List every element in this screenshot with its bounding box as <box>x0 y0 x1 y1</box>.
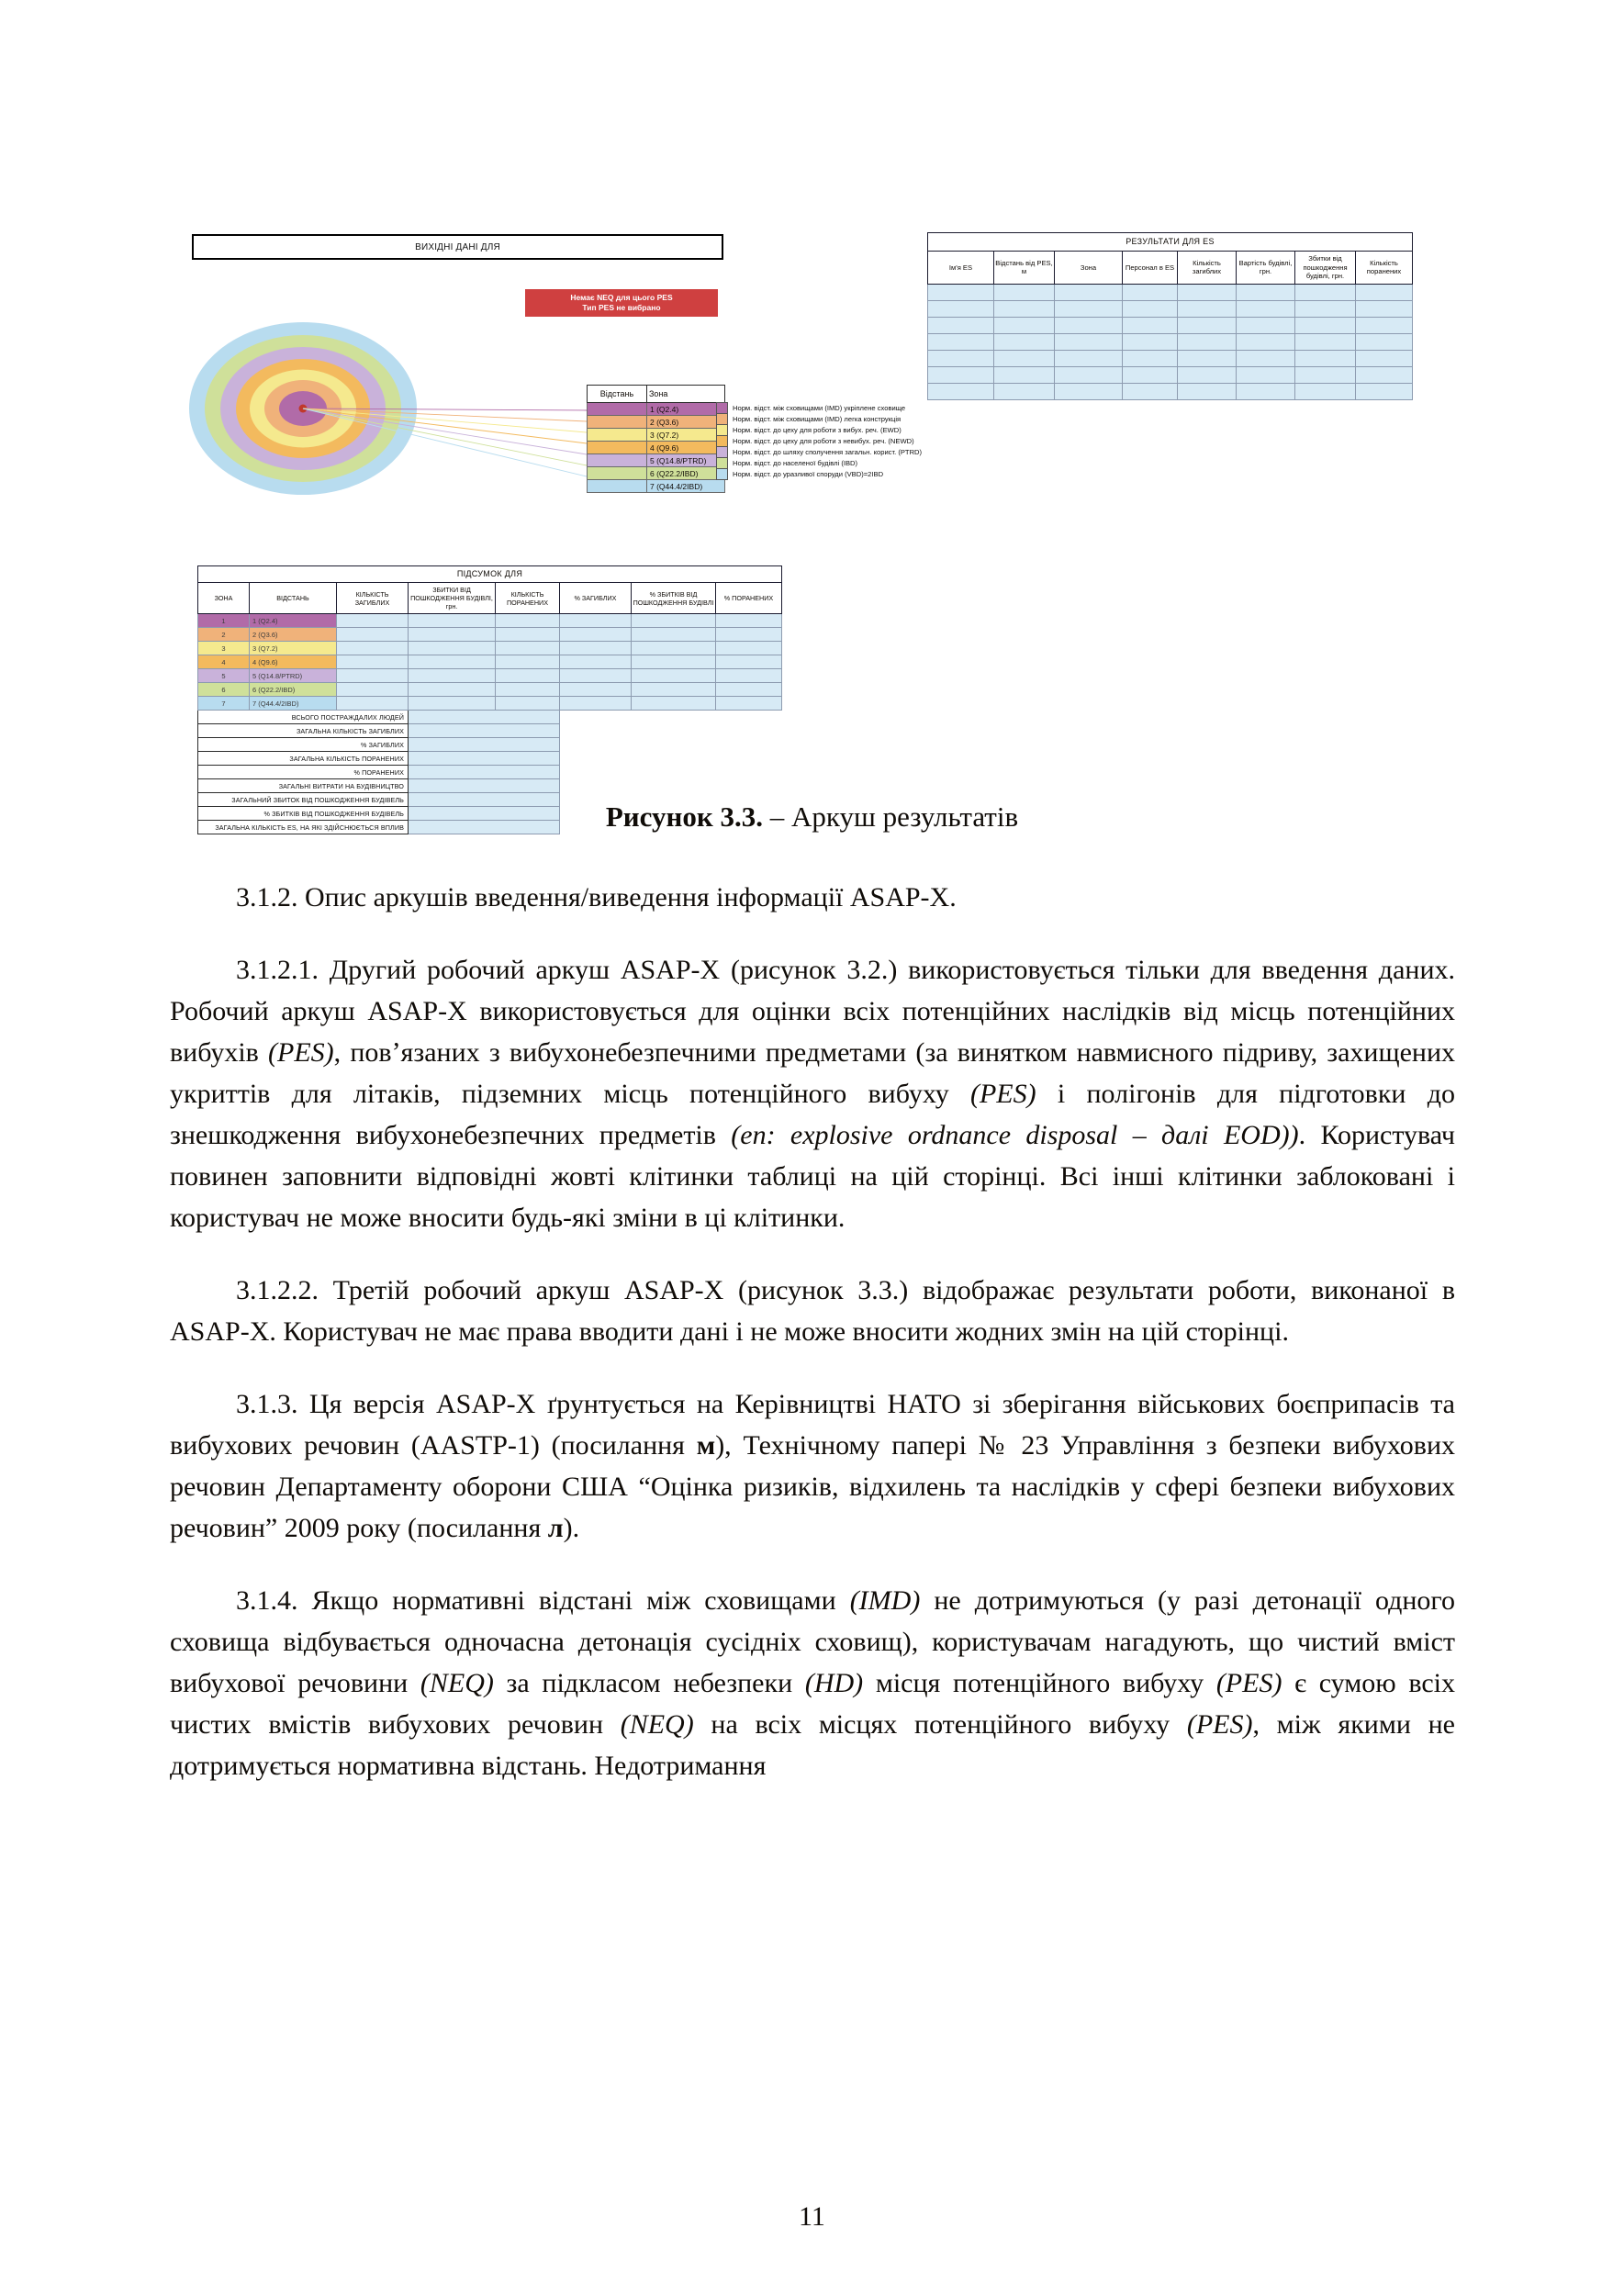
results-table-cell[interactable] <box>1295 333 1356 350</box>
zone-legend-item <box>716 424 922 435</box>
summary-total-label: % ЗАГИБЛИХ <box>198 738 409 752</box>
summary-column-header: КІЛЬКІСТЬ ЗАГИБЛИХ <box>337 583 409 614</box>
summary-column-header: % ПОРАНЕНИХ <box>716 583 782 614</box>
results-table-cell[interactable] <box>1178 383 1237 399</box>
summary-total-spacer <box>560 738 782 752</box>
zone-distance-cell-distance <box>588 442 647 454</box>
p2-seg-d: . Користувач повинен заповнити відповідні жовті клітинки таблиці на цій сторінці. Всі інші клітинки заблоковані і користувач не може вносити будь-які зміни в ці клітинки. <box>170 1120 1456 1233</box>
summary-cell-value <box>716 697 782 711</box>
summary-cell-distance: 3 (Q7.2) <box>250 642 337 655</box>
p5-seg-d: місця потенційного вибуху <box>863 1668 1216 1698</box>
summary-cell-value <box>496 628 560 642</box>
zone-legend-item <box>716 446 922 457</box>
summary-table-row <box>198 628 782 642</box>
figure-caption-number: Рисунок 3.3. <box>605 800 763 833</box>
zone-legend-label: Норм. відст. до цеху для роботи з невибух. реч. (NEWD) <box>733 436 914 445</box>
results-table-cell[interactable] <box>928 350 994 366</box>
summary-cell-zone: 3 <box>198 642 250 655</box>
results-title-row <box>928 233 1413 252</box>
summary-cell-value <box>337 697 409 711</box>
summary-cell-value <box>716 614 782 628</box>
summary-total-label: ЗАГАЛЬНА КІЛЬКІСТЬ ПОРАНЕНИХ <box>198 752 409 766</box>
summary-cell-value <box>560 628 632 642</box>
summary-cell-value <box>409 628 496 642</box>
summary-column-header: ЗБИТКИ ВІД ПОШКОДЖЕННЯ БУДІВЛІ, грн. <box>409 583 496 614</box>
paragraph-3-1-4 <box>170 1580 1455 1786</box>
results-table-cell[interactable] <box>1295 383 1356 399</box>
results-table-cell[interactable] <box>1237 317 1295 333</box>
results-table-cell[interactable] <box>928 300 994 317</box>
results-table-cell[interactable] <box>1295 366 1356 383</box>
results-table-cell[interactable] <box>1123 333 1178 350</box>
zone-legend-swatch <box>716 424 728 436</box>
p5-abbr-imd: (IMD) <box>849 1585 921 1616</box>
results-table-cell[interactable] <box>1123 383 1178 399</box>
p2-abbr-eod: (en: explosive ordnance disposal – далі EOD)) <box>731 1120 1299 1150</box>
summary-table-row <box>198 655 782 669</box>
results-column-header: Кількість поранених <box>1356 252 1413 284</box>
summary-column-header: ЗОНА <box>198 583 250 614</box>
paragraph-3-1-3 <box>170 1383 1455 1549</box>
paragraph-3-1-2-2 <box>170 1270 1455 1352</box>
summary-cell-value <box>337 655 409 669</box>
summary-cell-zone: 7 <box>198 697 250 711</box>
results-column-header: Відстань від PES, м <box>994 252 1055 284</box>
results-table-cell[interactable] <box>994 300 1055 317</box>
summary-cell-value <box>409 642 496 655</box>
p5-abbr-neq-2: (NEQ) <box>620 1709 694 1740</box>
summary-cell-value <box>496 683 560 697</box>
results-table-cell[interactable] <box>1295 284 1356 300</box>
results-table-cell[interactable] <box>1356 350 1413 366</box>
summary-cell-value <box>496 655 560 669</box>
paragraph-3-1-2 <box>170 877 1455 918</box>
zone-distance-cell-zone: 6 (Q22.2/IBD) <box>647 467 725 480</box>
results-column-header: Зона <box>1055 252 1123 284</box>
summary-cell-value <box>496 642 560 655</box>
zone-legend-item <box>716 402 922 413</box>
results-table-cell[interactable] <box>1178 333 1237 350</box>
summary-total-row <box>198 752 782 766</box>
zone-distance-row <box>588 454 725 467</box>
p5-seg-f: на всіх місцях потенційного вибуху <box>693 1709 1187 1740</box>
results-table-cell[interactable] <box>928 284 994 300</box>
results-table-cell[interactable] <box>1356 300 1413 317</box>
summary-total-spacer <box>560 724 782 738</box>
results-column-header: Ім'я ES <box>928 252 994 284</box>
summary-table-title: ПІДСУМОК ДЛЯ <box>198 566 782 583</box>
summary-cell-zone: 6 <box>198 683 250 697</box>
summary-cell-value <box>716 669 782 683</box>
zone-distance-cell-zone: 3 (Q7.2) <box>647 429 725 442</box>
summary-cell-value <box>716 628 782 642</box>
p4-seg-c: ). <box>563 1513 580 1543</box>
zone-distance-row <box>588 403 725 416</box>
results-column-header: Збитки від пошкодження будівлі, грн. <box>1295 252 1356 284</box>
summary-cell-zone: 5 <box>198 669 250 683</box>
summary-cell-value <box>337 628 409 642</box>
summary-column-header: % ЗАГИБЛИХ <box>560 583 632 614</box>
summary-total-value <box>409 779 560 793</box>
summary-total-spacer <box>560 711 782 724</box>
results-table-cell[interactable] <box>1237 350 1295 366</box>
results-table-wrapper <box>927 232 1413 400</box>
results-table-cell[interactable] <box>994 366 1055 383</box>
summary-cell-distance: 6 (Q22.2/IBD) <box>250 683 337 697</box>
p5-abbr-neq-1: (NEQ) <box>420 1668 494 1698</box>
results-table-cell[interactable] <box>1178 300 1237 317</box>
zone-legend-label: Норм. відст. між сховищами (IMD) легка конструкція <box>733 414 902 423</box>
results-table-row[interactable] <box>928 284 1413 300</box>
summary-total-value <box>409 724 560 738</box>
zone-distance-cell-zone: 2 (Q3.6) <box>647 416 725 429</box>
zone-distance-cell-zone: 7 (Q44.4/2IBD) <box>647 480 725 493</box>
summary-total-row <box>198 711 782 724</box>
summary-cell-value <box>632 697 716 711</box>
warning-line-1: Немає NEQ для цього PES <box>570 292 673 302</box>
zone-legend-item <box>716 413 922 424</box>
summary-cell-value <box>716 683 782 697</box>
results-table-cell[interactable] <box>1295 300 1356 317</box>
results-table-cell[interactable] <box>928 317 994 333</box>
summary-cell-zone: 2 <box>198 628 250 642</box>
zone-legend-swatch <box>716 468 728 480</box>
summary-total-row <box>198 766 782 779</box>
summary-cell-value <box>632 683 716 697</box>
summary-cell-zone: 4 <box>198 655 250 669</box>
p5-seg-b: не дотримуються (у разі детонації одного сховища відбувається одночасна детонація сусідніх сховищ), користувачам нагадують, що чистий вміст вибухової речовини <box>170 1585 1455 1698</box>
results-header-row <box>928 252 1413 284</box>
summary-cell-distance: 7 (Q44.4/2IBD) <box>250 697 337 711</box>
summary-cell-value <box>337 669 409 683</box>
summary-total-label: ЗАГАЛЬНА КІЛЬКІСТЬ ES, НА ЯКІ ЗДІЙСНЮЄТЬСЯ ВПЛИВ <box>198 821 409 834</box>
zone-legend <box>716 402 922 480</box>
summary-total-value <box>409 752 560 766</box>
results-table-cell[interactable] <box>1123 300 1178 317</box>
results-table-row[interactable] <box>928 383 1413 399</box>
results-table-cell[interactable] <box>1055 317 1123 333</box>
summary-cell-value <box>337 683 409 697</box>
results-table-cell[interactable] <box>1123 317 1178 333</box>
zone-legend-label: Норм. відст. до шляху сполучення загальн. корист. (PTRD) <box>733 447 923 456</box>
results-table-cell[interactable] <box>1178 350 1237 366</box>
summary-total-row <box>198 724 782 738</box>
results-table-cell[interactable] <box>1055 284 1123 300</box>
summary-total-value <box>409 711 560 724</box>
results-column-header: Вартість будівлі, грн. <box>1237 252 1295 284</box>
summary-table <box>197 565 782 834</box>
figure-caption <box>0 800 1624 834</box>
results-table-row[interactable] <box>928 300 1413 317</box>
p2-abbr-pes-1: (PES) <box>268 1037 334 1068</box>
zone-legend-label: Норм. відст. між сховищами (IMD) укріплене сховище <box>733 403 906 412</box>
summary-total-label: ЗАГАЛЬНА КІЛЬКІСТЬ ЗАГИБЛИХ <box>198 724 409 738</box>
summary-total-spacer <box>560 766 782 779</box>
summary-total-label: % ЗБИТКІВ ВІД ПОШКОДЖЕННЯ БУДІВЕЛЬ <box>198 807 409 821</box>
summary-cell-value <box>496 669 560 683</box>
summary-cell-value <box>632 655 716 669</box>
results-table-cell[interactable] <box>1295 350 1356 366</box>
zone-distance-cell-distance <box>588 429 647 442</box>
summary-column-header: ВІДСТАНЬ <box>250 583 337 614</box>
paragraph-3-1-2-2-text: 3.1.2.2. Третій робочий аркуш ASAP-X (рисунок 3.3.) відображає результати роботи, виконаної в ASAP-X. Користувач не має права вводити дані і не може вносити жодних змін на цій сторінці. <box>170 1275 1455 1347</box>
zone-legend-label: Норм. відст. до цеху для роботи з вибух. реч. (EWD) <box>733 425 902 434</box>
results-table-cell[interactable] <box>1055 350 1123 366</box>
results-table-cell[interactable] <box>1237 366 1295 383</box>
results-table-cell[interactable] <box>928 333 994 350</box>
zone-distance-cell-zone: 4 (Q9.6) <box>647 442 725 454</box>
p5-seg-a: 3.1.4. Якщо нормативні відстані між сховищами <box>236 1585 850 1616</box>
results-table-cell[interactable] <box>1123 350 1178 366</box>
summary-cell-value <box>632 642 716 655</box>
summary-table-row <box>198 697 782 711</box>
summary-cell-value <box>560 642 632 655</box>
zone-distance-header-distance: Відстань <box>588 386 647 403</box>
results-table-cell[interactable] <box>1356 333 1413 350</box>
results-table-cell[interactable] <box>994 350 1055 366</box>
results-table-cell[interactable] <box>1055 383 1123 399</box>
pes-center-marker <box>299 405 308 413</box>
p4-seg-a: 3.1.3. Ця версія ASAP-X ґрунтується на Керівництві НАТО зі зберігання військових боєприпасів та вибухових речовин (AASTP-1) (посилання <box>170 1389 1455 1461</box>
p2-seg-c: і полігонів для підготовки до знешкодження вибухонебезпечних предметів <box>170 1079 1455 1150</box>
results-table-cell[interactable] <box>1237 300 1295 317</box>
zone-distance-cell-distance <box>588 416 647 429</box>
results-table-cell[interactable] <box>1356 284 1413 300</box>
zone-distance-cell-distance <box>588 480 647 493</box>
results-table-cell[interactable] <box>1178 317 1237 333</box>
zone-distance-row <box>588 442 725 454</box>
zone-legend-item <box>716 469 922 480</box>
results-table-cell[interactable] <box>1123 366 1178 383</box>
summary-cell-value <box>632 628 716 642</box>
zone-distance-row <box>588 429 725 442</box>
zone-distance-cell-distance <box>588 467 647 480</box>
summary-table-row <box>198 614 782 628</box>
results-table-cell[interactable] <box>1178 284 1237 300</box>
p5-seg-g: , між якими не дотримується нормативна відстань. Недотримання <box>170 1709 1455 1781</box>
summary-total-row <box>198 779 782 793</box>
summary-header-row <box>198 583 782 614</box>
zone-distance-cell-zone: 5 (Q14.8/PTRD) <box>647 454 725 467</box>
zone-legend-swatch <box>716 446 728 458</box>
results-column-header: Кількість загиблих <box>1178 252 1237 284</box>
summary-total-value <box>409 738 560 752</box>
summary-total-spacer <box>560 752 782 766</box>
p2-abbr-pes-2: (PES) <box>969 1079 1036 1109</box>
summary-cell-zone: 1 <box>198 614 250 628</box>
p4-seg-b: ), Технічному папері № 23 Управління з безпеки вибухових речовин Департаменту оборони США “Оцінка ризиків, відхилень та наслідків у сфері безпеки вибухових речовин” 2009 року (посилання <box>170 1430 1456 1543</box>
results-table-title: РЕЗУЛЬТАТИ ДЛЯ ES <box>928 233 1413 252</box>
warning-line-2: Тип PES не вибрано <box>582 303 661 312</box>
results-table-cell[interactable] <box>928 383 994 399</box>
summary-table-row <box>198 642 782 655</box>
zone-distance-header-zone: Зона <box>647 386 725 403</box>
results-table-cell[interactable] <box>1237 333 1295 350</box>
results-table-cell[interactable] <box>1356 366 1413 383</box>
results-table-row[interactable] <box>928 350 1413 366</box>
summary-total-row <box>198 738 782 752</box>
results-table-cell[interactable] <box>928 366 994 383</box>
summary-total-label: ЗАГАЛЬНИЙ ЗБИТОК ВІД ПОШКОДЖЕННЯ БУДІВЕЛЬ <box>198 793 409 807</box>
zone-legend-swatch <box>716 413 728 425</box>
summary-cell-value <box>560 697 632 711</box>
summary-cell-value <box>560 614 632 628</box>
results-table-cell[interactable] <box>1237 383 1295 399</box>
zone-distance-cell-distance <box>588 403 647 416</box>
summary-cell-distance: 1 (Q2.4) <box>250 614 337 628</box>
results-table-cell[interactable] <box>994 317 1055 333</box>
results-table-row[interactable] <box>928 317 1413 333</box>
summary-cell-distance: 4 (Q9.6) <box>250 655 337 669</box>
zone-legend-swatch <box>716 402 728 414</box>
results-table-cell[interactable] <box>994 284 1055 300</box>
zone-distance-row <box>588 416 725 429</box>
p5-seg-e: є сумою всіх чистих вмістів вибухових речовин <box>170 1668 1455 1740</box>
summary-cell-value <box>409 697 496 711</box>
zone-legend-item <box>716 457 922 468</box>
p5-abbr-pes-1: (PES) <box>1215 1668 1282 1698</box>
summary-total-label: ЗАГАЛЬНІ ВИТРАТИ НА БУДІВНИЦТВО <box>198 779 409 793</box>
results-column-header: Персонал в ES <box>1123 252 1178 284</box>
summary-cell-distance: 5 (Q14.8/PTRD) <box>250 669 337 683</box>
results-table-cell[interactable] <box>994 333 1055 350</box>
p2-seg-b: , повʼязаних з вибухонебезпечними предметами (за винятком навмисного підриву, захищених укриттів для літаків, підземних місць потенційного вибуху <box>170 1037 1456 1109</box>
summary-cell-value <box>496 614 560 628</box>
zone-distance-table <box>587 385 725 493</box>
results-table-cell[interactable] <box>994 383 1055 399</box>
zone-legend-swatch <box>716 435 728 447</box>
results-table-cell[interactable] <box>1055 366 1123 383</box>
zone-distance-cell-distance <box>588 454 647 467</box>
results-table-cell[interactable] <box>1356 383 1413 399</box>
zone-legend-swatch <box>716 457 728 469</box>
summary-column-header: КІЛЬКІСТЬ ПОРАНЕНИХ <box>496 583 560 614</box>
summary-total-value <box>409 766 560 779</box>
paragraph-3-1-2-1 <box>170 949 1455 1238</box>
results-table <box>927 232 1413 400</box>
summary-total-spacer <box>560 779 782 793</box>
p5-abbr-pes-2: (PES) <box>1186 1709 1253 1740</box>
figure-3-3 <box>0 0 1624 832</box>
p5-seg-c: за підкласом небезпеки <box>493 1668 805 1698</box>
source-data-banner <box>192 234 723 260</box>
zone-distance-row <box>588 480 725 493</box>
summary-cell-value <box>409 614 496 628</box>
summary-cell-value <box>716 655 782 669</box>
summary-cell-value <box>632 669 716 683</box>
summary-cell-distance: 2 (Q3.6) <box>250 628 337 642</box>
concentric-zone-diagram <box>188 317 418 500</box>
warning-box <box>525 289 718 317</box>
p5-abbr-hd: (HD) <box>804 1668 864 1698</box>
results-table-cell[interactable] <box>1178 366 1237 383</box>
summary-total-label: ВСЬОГО ПОСТРАЖДАЛИХ ЛЮДЕЙ <box>198 711 409 724</box>
summary-title-row <box>198 566 782 583</box>
p4-ref-m: м <box>696 1430 716 1461</box>
p4-ref-l: л <box>547 1513 564 1543</box>
source-data-banner-label: ВИХІДНІ ДАНІ ДЛЯ <box>415 241 500 252</box>
summary-cell-value <box>716 642 782 655</box>
results-table-cell[interactable] <box>1055 300 1123 317</box>
p2-seg-a: 3.1.2.1. Другий робочий аркуш ASAP-X (рисунок 3.2.) використовується тільки для введення даних. Робочий аркуш ASAP-X використовується для оцінки всіх потенційних наслідків від місць потенційних вибухів <box>170 955 1455 1068</box>
summary-table-wrapper <box>197 565 782 834</box>
summary-cell-value <box>409 669 496 683</box>
summary-total-label: % ПОРАНЕНИХ <box>198 766 409 779</box>
results-table-cell[interactable] <box>1237 284 1295 300</box>
results-table-cell[interactable] <box>1295 317 1356 333</box>
summary-cell-value <box>496 697 560 711</box>
summary-cell-value <box>560 683 632 697</box>
paragraph-3-1-2-text: 3.1.2. Опис аркушів введення/виведення інформації ASAP-X. <box>236 882 957 912</box>
summary-column-header: % ЗБИТКІВ ВІД ПОШКОДЖЕННЯ БУДІВЛІ <box>632 583 716 614</box>
summary-cell-value <box>409 655 496 669</box>
zone-legend-label: Норм. відст. до населеної будівлі (IBD) <box>733 459 858 468</box>
summary-cell-value <box>632 614 716 628</box>
zone-distance-header-row <box>588 386 725 403</box>
summary-cell-value <box>337 614 409 628</box>
results-table-cell[interactable] <box>1055 333 1123 350</box>
zone-distance-row <box>588 467 725 480</box>
summary-cell-value <box>560 669 632 683</box>
summary-cell-value <box>337 642 409 655</box>
results-table-cell[interactable] <box>1356 317 1413 333</box>
summary-cell-value <box>409 683 496 697</box>
results-table-cell[interactable] <box>1123 284 1178 300</box>
summary-table-row <box>198 669 782 683</box>
zone-legend-label: Норм. відст. до уразливої споруди (VBD)=2IBD <box>733 470 884 479</box>
figure-caption-text: – Аркуш результатів <box>763 800 1019 833</box>
body-text <box>170 877 1455 1786</box>
zone-distance-cell-zone: 1 (Q2.4) <box>647 403 725 416</box>
summary-table-row <box>198 683 782 697</box>
results-table-row[interactable] <box>928 333 1413 350</box>
results-table-row[interactable] <box>928 366 1413 383</box>
summary-cell-value <box>560 655 632 669</box>
page-number: 11 <box>799 2201 825 2232</box>
zone-legend-item <box>716 435 922 446</box>
